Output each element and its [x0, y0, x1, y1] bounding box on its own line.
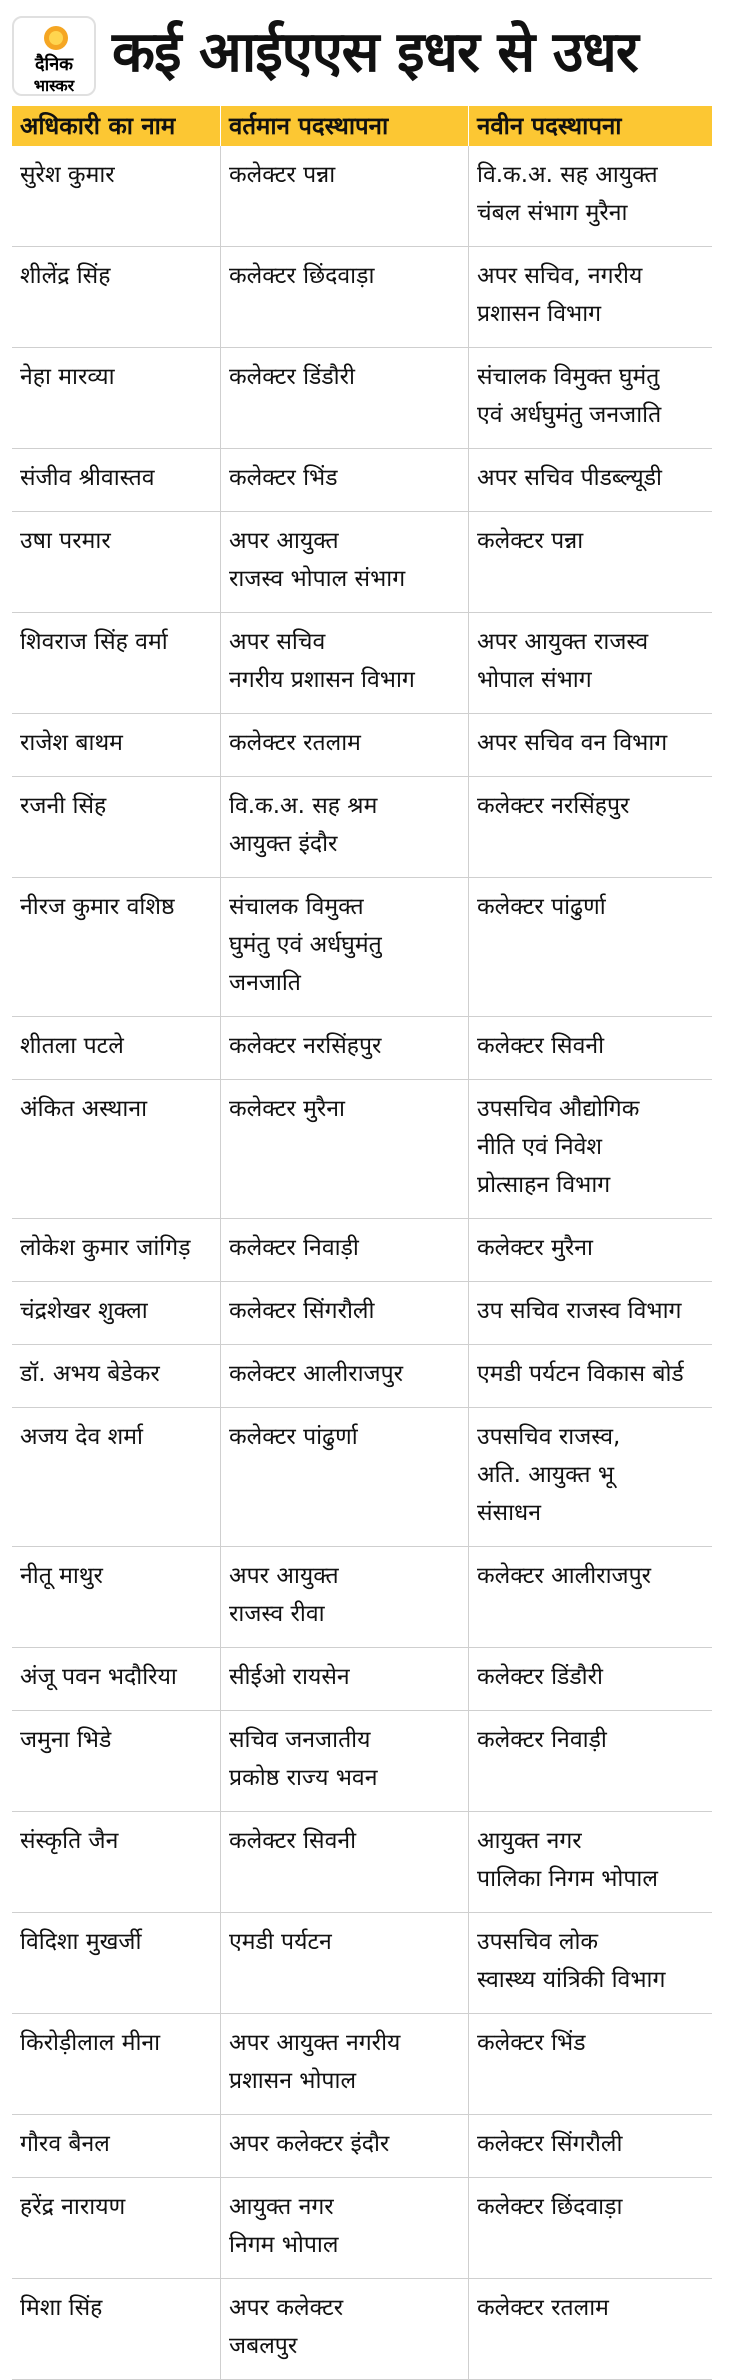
cell-new-posting: वि.क.अ. सह आयुक्त चंबल संभाग मुरैना: [468, 146, 712, 246]
cell-current-posting: कलेक्टर डिंडौरी: [220, 348, 468, 448]
cell-officer-name: नीरज कुमार वशिष्ठ: [20, 894, 175, 920]
cell-new-posting: कलेक्टर पन्ना: [468, 512, 712, 612]
logo-line-2: भास्कर: [33, 76, 75, 95]
cell-officer-name: डॉ. अभय बेडेकर: [20, 1361, 160, 1387]
cell-officer-name: अंजू पवन भदौरिया: [20, 1664, 177, 1690]
cell-officer-name: चंद्रशेखर शुक्ला: [20, 1298, 148, 1324]
table-row: [12, 348, 712, 449]
table-body: [12, 146, 712, 2380]
cell-new-posting: एमडी पर्यटन विकास बोर्ड: [468, 1345, 712, 1407]
table-row: [12, 777, 712, 878]
table-row: [12, 2279, 712, 2380]
table-row: [12, 1408, 712, 1547]
table-row: [12, 613, 712, 714]
cell-officer-name: मिशा सिंह: [20, 2295, 103, 2321]
cell-new-posting: कलेक्टर डिंडौरी: [468, 1648, 712, 1710]
cell-current-posting: कलेक्टर रतलाम: [220, 714, 468, 776]
cell-current-posting: कलेक्टर पांढुर्णा: [220, 1408, 468, 1546]
cell-current-posting: कलेक्टर आलीराजपुर: [220, 1345, 468, 1407]
cell-current-posting: कलेक्टर नरसिंहपुर: [220, 1017, 468, 1079]
cell-officer-name: सुरेश कुमार: [20, 162, 115, 188]
cell-officer-name: गौरव बैनल: [20, 2131, 110, 2157]
cell-current-posting: वि.क.अ. सह श्रम आयुक्त इंदौर: [220, 777, 468, 877]
cell-officer-name: किरोड़ीलाल मीना: [20, 2030, 161, 2056]
page-title: कई आईएएस इधर से उधर: [112, 20, 638, 85]
cell-new-posting: उपसचिव राजस्व, अति. आयुक्त भू संसाधन: [468, 1408, 712, 1546]
table-row: [12, 1282, 712, 1345]
cell-new-posting: उपसचिव लोक स्वास्थ्य यांत्रिकी विभाग: [468, 1913, 712, 2013]
cell-officer-name: जमुना भिडे: [20, 1727, 112, 1753]
cell-new-posting: कलेक्टर पांढुर्णा: [468, 878, 712, 1016]
cell-new-posting: कलेक्टर भिंड: [468, 2014, 712, 2114]
cell-new-posting: कलेक्टर सिंगरौली: [468, 2115, 712, 2177]
cell-current-posting: सीईओ रायसेन: [220, 1648, 468, 1710]
cell-officer-name: अजय देव शर्मा: [20, 1424, 143, 1450]
table-row: [12, 512, 712, 613]
sun-icon: [44, 26, 68, 50]
table-row: [12, 2178, 712, 2279]
transfer-table: [12, 106, 712, 2380]
cell-officer-name: नेहा मारव्या: [20, 364, 115, 390]
cell-officer-name: लोकेश कुमार जांगिड़: [20, 1235, 191, 1261]
cell-officer-name: रजनी सिंह: [20, 793, 107, 819]
table-row: [12, 714, 712, 777]
cell-current-posting: सचिव जनजातीय प्रकोष्ठ राज्य भवन: [220, 1711, 468, 1811]
cell-new-posting: आयुक्त नगर पालिका निगम भोपाल: [468, 1812, 712, 1912]
cell-new-posting: कलेक्टर आलीराजपुर: [468, 1547, 712, 1647]
cell-current-posting: अपर कलेक्टर जबलपुर: [220, 2279, 468, 2379]
cell-officer-name: शीतला पटले: [20, 1033, 124, 1059]
dainik-bhaskar-logo: [12, 16, 96, 96]
cell-new-posting: संचालक विमुक्त घुमंतु एवं अर्धघुमंतु जनजाति: [468, 348, 712, 448]
table-row: [12, 1345, 712, 1408]
cell-officer-name: संस्कृति जैन: [20, 1828, 119, 1854]
cell-new-posting: कलेक्टर सिवनी: [468, 1017, 712, 1079]
header-officer-name: अधिकारी का नाम: [20, 112, 176, 140]
logo-line-1: दैनिक: [34, 54, 74, 75]
table-row: [12, 878, 712, 1017]
cell-new-posting: कलेक्टर छिंदवाड़ा: [468, 2178, 712, 2278]
table-row: [12, 247, 712, 348]
header-current-posting: वर्तमान पदस्थापना: [220, 106, 468, 146]
cell-new-posting: उपसचिव औद्योगिक नीति एवं निवेश प्रोत्साहन विभाग: [468, 1080, 712, 1218]
cell-current-posting: एमडी पर्यटन: [220, 1913, 468, 2013]
cell-new-posting: कलेक्टर नरसिंहपुर: [468, 777, 712, 877]
cell-current-posting: कलेक्टर छिंदवाड़ा: [220, 247, 468, 347]
table-row: [12, 146, 712, 247]
cell-new-posting: अपर सचिव, नगरीय प्रशासन विभाग: [468, 247, 712, 347]
cell-current-posting: संचालक विमुक्त घुमंतु एवं अर्धघुमंतु जनजाति: [220, 878, 468, 1016]
table-header: [12, 106, 712, 146]
cell-new-posting: कलेक्टर रतलाम: [468, 2279, 712, 2379]
cell-new-posting: कलेक्टर निवाड़ी: [468, 1711, 712, 1811]
cell-officer-name: अंकित अस्थाना: [20, 1096, 148, 1122]
table-row: [12, 1017, 712, 1080]
cell-current-posting: कलेक्टर सिवनी: [220, 1812, 468, 1912]
table-row: [12, 1812, 712, 1913]
cell-current-posting: कलेक्टर भिंड: [220, 449, 468, 511]
cell-current-posting: अपर आयुक्त राजस्व भोपाल संभाग: [220, 512, 468, 612]
cell-current-posting: अपर आयुक्त नगरीय प्रशासन भोपाल: [220, 2014, 468, 2114]
cell-current-posting: अपर कलेक्टर इंदौर: [220, 2115, 468, 2177]
cell-current-posting: अपर आयुक्त राजस्व रीवा: [220, 1547, 468, 1647]
cell-officer-name: संजीव श्रीवास्तव: [20, 465, 155, 491]
cell-current-posting: कलेक्टर पन्ना: [220, 146, 468, 246]
cell-new-posting: अपर आयुक्त राजस्व भोपाल संभाग: [468, 613, 712, 713]
cell-new-posting: कलेक्टर मुरैना: [468, 1219, 712, 1281]
table-row: [12, 1913, 712, 2014]
table-row: [12, 2115, 712, 2178]
cell-current-posting: आयुक्त नगर निगम भोपाल: [220, 2178, 468, 2278]
cell-officer-name: विदिशा मुखर्जी: [20, 1929, 142, 1955]
cell-officer-name: शिवराज सिंह वर्मा: [20, 629, 168, 655]
cell-current-posting: कलेक्टर मुरैना: [220, 1080, 468, 1218]
table-row: [12, 1219, 712, 1282]
cell-current-posting: कलेक्टर सिंगरौली: [220, 1282, 468, 1344]
table-row: [12, 1080, 712, 1219]
cell-new-posting: अपर सचिव पीडब्ल्यूडी: [468, 449, 712, 511]
cell-new-posting: उप सचिव राजस्व विभाग: [468, 1282, 712, 1344]
cell-new-posting: अपर सचिव वन विभाग: [468, 714, 712, 776]
header-new-posting: नवीन पदस्थापना: [468, 106, 712, 146]
table-row: [12, 1711, 712, 1812]
cell-officer-name: उषा परमार: [20, 528, 111, 554]
table-row: [12, 449, 712, 512]
cell-current-posting: कलेक्टर निवाड़ी: [220, 1219, 468, 1281]
cell-officer-name: राजेश बाथम: [20, 730, 123, 756]
table-row: [12, 2014, 712, 2115]
cell-current-posting: अपर सचिव नगरीय प्रशासन विभाग: [220, 613, 468, 713]
header: [0, 0, 730, 106]
cell-officer-name: हरेंद्र नारायण: [20, 2194, 126, 2220]
table-row: [12, 1547, 712, 1648]
cell-officer-name: नीतू माथुर: [20, 1563, 103, 1589]
table-row: [12, 1648, 712, 1711]
cell-officer-name: शीलेंद्र सिंह: [20, 263, 111, 289]
